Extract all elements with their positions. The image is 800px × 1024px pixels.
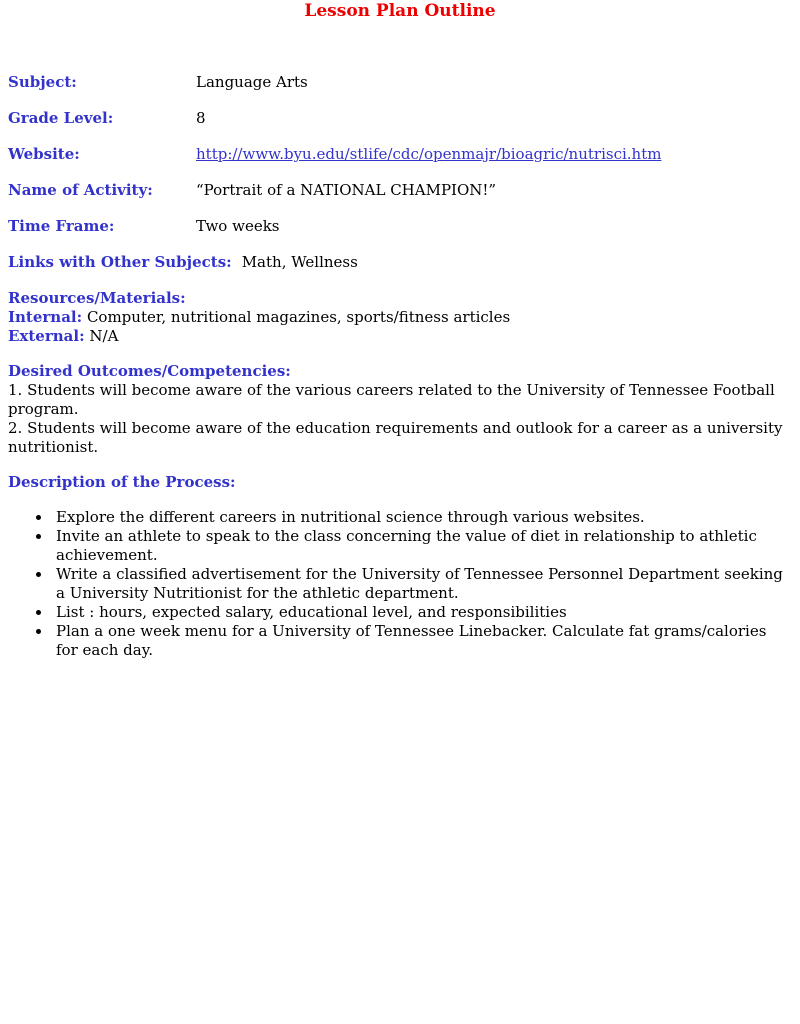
resources-heading: Resources/Materials: [8, 289, 186, 307]
outcome-item: 1. Students will become aware of the various careers related to the University of Tennessee Football program. [8, 381, 775, 418]
process-heading: Description of the Process: [8, 473, 236, 491]
website-label: Website: [8, 145, 80, 163]
resources-internal-line [8, 308, 792, 327]
process-list [8, 508, 792, 660]
process-step: • Invite an athlete to speak to the class concerning the value of diet in relationship to athletic achievement. [52, 527, 792, 565]
subject-label: Subject: [8, 73, 77, 91]
internal-value: Computer, nutritional magazines, sports/fitness articles [86, 308, 511, 326]
subject-value: Language Arts [196, 73, 308, 91]
time-frame-value: Two weeks [196, 217, 280, 235]
activity-name-value: “Portrait of a NATIONAL CHAMPION!” [196, 181, 497, 199]
internal-label: Internal: [8, 308, 83, 326]
field-row-links-other-subjects [8, 253, 792, 272]
process-step: • Explore the different careers in nutritional science through various websites. [52, 508, 792, 527]
links-other-subjects-label: Links with Other Subjects: [8, 253, 232, 271]
activity-name-label: Name of Activity: [8, 181, 153, 199]
resources-section [8, 289, 792, 346]
field-row-subject [8, 73, 792, 92]
external-value: N/A [89, 327, 119, 345]
external-label: External: [8, 327, 85, 345]
field-row-website [8, 145, 792, 164]
process-step: • Plan a one week menu for a University of Tennessee Linebacker. Calculate fat grams/calories for each day. [52, 622, 792, 660]
grade-level-value: 8 [196, 109, 206, 127]
field-row-time-frame [8, 217, 792, 236]
grade-level-label: Grade Level: [8, 109, 114, 127]
website-link[interactable]: http://www.byu.edu/stlife/cdc/openmajr/bioagric/nutrisci.htm [196, 145, 662, 163]
page-title: Lesson Plan Outline [304, 1, 496, 21]
field-row-activity-name [8, 181, 792, 200]
outcomes-heading: Desired Outcomes/Competencies: [8, 362, 291, 380]
time-frame-label: Time Frame: [8, 217, 115, 235]
resources-external-line [8, 327, 792, 346]
outcomes-section [8, 362, 792, 457]
field-row-grade-level [8, 109, 792, 128]
process-section [8, 473, 792, 492]
links-other-subjects-value: Math, Wellness [241, 253, 358, 271]
outcome-item: 2. Students will become aware of the education requirements and outlook for a career as a university nutritionist. [8, 419, 783, 456]
process-step: • Write a classified advertisement for the University of Tennessee Personnel Department seeking a University Nutritionist for the athletic department. [52, 565, 792, 603]
process-step: • List : hours, expected salary, educational level, and responsibilities [52, 603, 792, 622]
